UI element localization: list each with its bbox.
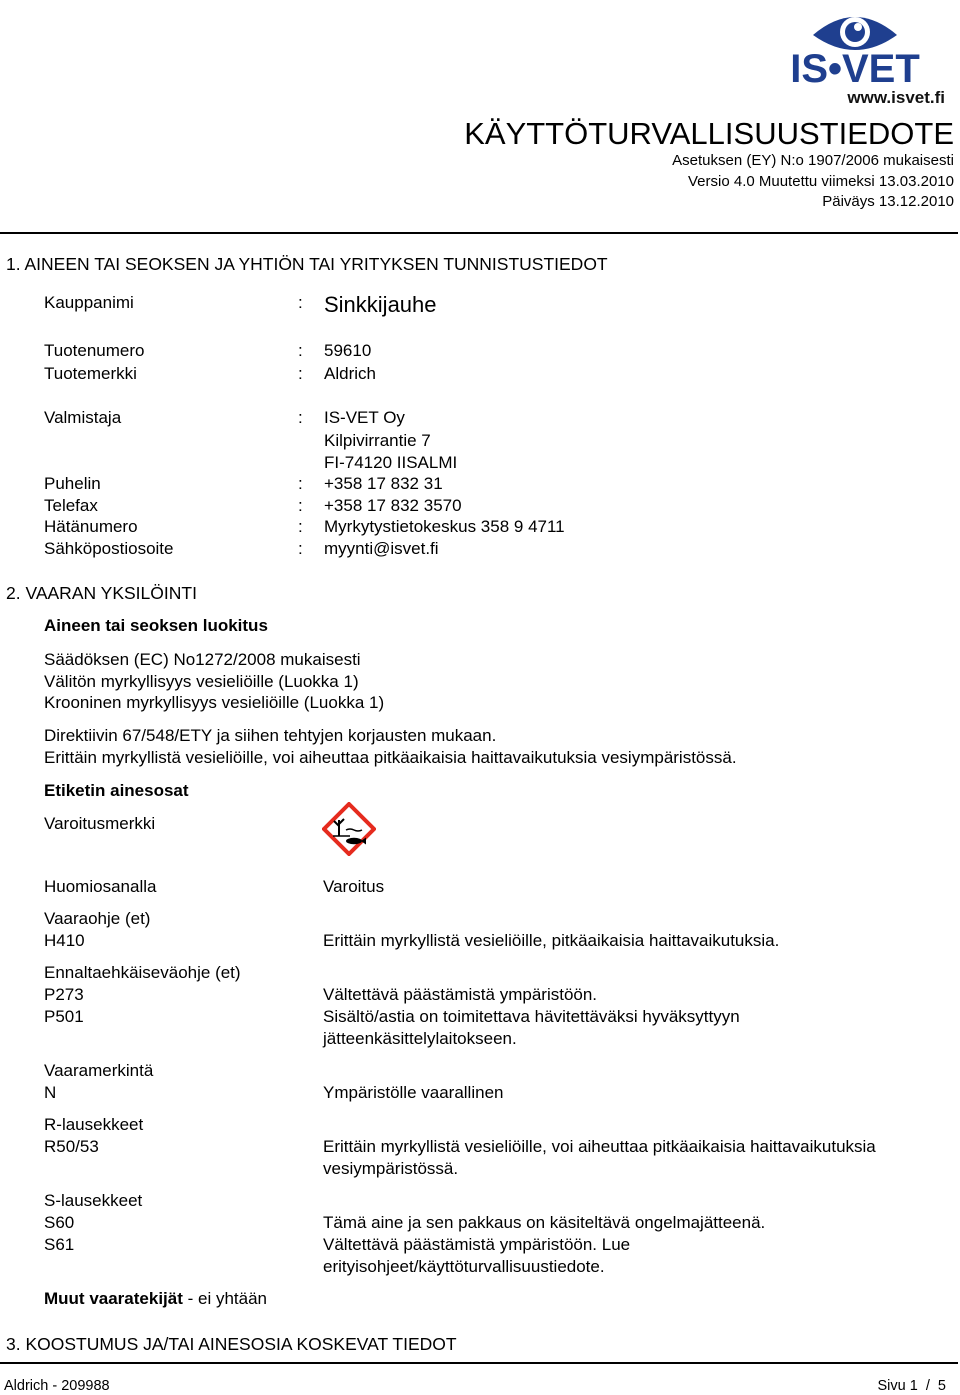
version-info: Versio 4.0 Muutettu viimeksi 13.03.2010 — [688, 173, 954, 190]
colon: : — [298, 496, 303, 515]
p273-code: P273 — [44, 985, 84, 1004]
other-hazards-label: Muut vaaratekijät — [44, 1289, 183, 1308]
r-phrases-label: R-lausekkeet — [44, 1115, 144, 1134]
directive-line: Direktiivin 67/548/ETY ja siihen tehtyjen korjausten mukaan. — [44, 726, 497, 745]
classification-chronic: Krooninen myrkyllisyys vesieliöille (Luokka 1) — [44, 693, 385, 712]
pictogram-label: Varoitusmerkki — [44, 814, 156, 833]
manufacturer-street: Kilpivirrantie 7 — [324, 431, 431, 450]
section-divider — [0, 232, 958, 234]
isvet-logo — [755, 5, 953, 105]
product-number-value: 59610 — [324, 341, 372, 360]
precautionary-label: Ennaltaehkäiseväohje (et) — [44, 963, 241, 982]
directive-effect: Erittäin myrkyllistä vesieliöille, voi aiheuttaa pitkäaikaisia haittavaikutuksia vesiympäristössä. — [44, 748, 737, 767]
h410-code: H410 — [44, 931, 85, 950]
signal-word-label: Huomiosanalla — [44, 877, 157, 896]
p501-text-continued: jätteenkäsittelylaitokseen. — [323, 1029, 517, 1048]
r-code: R50/53 — [44, 1137, 99, 1156]
document-title: KÄYTTÖTURVALLISUUSTIEDOTE — [464, 116, 954, 151]
phone-label: Puhelin — [44, 474, 101, 493]
colon: : — [298, 539, 303, 558]
manufacturer-label: Valmistaja — [44, 408, 122, 427]
email-value[interactable]: myynti@isvet.fi — [324, 539, 439, 558]
h410-text: Erittäin myrkyllistä vesieliöille, pitkäaikaisia haittavaikutuksia. — [323, 931, 780, 950]
colon: : — [298, 293, 303, 312]
hazard-symbol-code: N — [44, 1083, 57, 1102]
fax-value: +358 17 832 3570 — [324, 496, 462, 515]
fax-label: Telefax — [44, 496, 98, 515]
email-label: Sähköpostiosoite — [44, 539, 174, 558]
s61-text: Vältettävä päästämistä ympäristöön. Lue — [323, 1235, 631, 1254]
section-1-title: 1. AINEEN TAI SEOKSEN JA YHTIÖN TAI YRITYKSEN TUNNISTUSTIEDOT — [6, 254, 608, 274]
ghs09-environment-icon — [322, 802, 376, 856]
logo-url: www.isvet.fi — [847, 88, 945, 105]
p273-text: Vältettävä päästämistä ympäristöön. — [323, 985, 598, 1004]
regulation-reference: Asetuksen (EY) N:o 1907/2006 mukaisesti — [672, 152, 954, 169]
page-number: Sivu 1 / 5 — [877, 1378, 946, 1394]
footer-product-ref: Aldrich - 209988 — [4, 1378, 110, 1394]
manufacturer-city: FI-74120 IISALMI — [324, 453, 458, 472]
s-phrases-label: S-lausekkeet — [44, 1191, 143, 1210]
classification-heading: Aineen tai seoksen luokitus — [44, 616, 268, 635]
brand-value: Aldrich — [324, 364, 376, 383]
emergency-label: Hätänumero — [44, 517, 138, 536]
r-text-continued: vesiympäristössä. — [323, 1159, 459, 1178]
hazard-symbol-text: Ympäristölle vaarallinen — [323, 1083, 504, 1102]
trade-name-value: Sinkkijauhe — [324, 292, 437, 317]
signal-word-value: Varoitus — [323, 877, 385, 896]
footer-divider — [0, 1362, 958, 1364]
hazard-statements-label: Vaaraohje (et) — [44, 909, 151, 928]
hazard-symbol-label: Vaaramerkintä — [44, 1061, 154, 1080]
brand-label: Tuotemerkki — [44, 364, 137, 383]
colon: : — [298, 517, 303, 536]
p501-text: Sisältö/astia on toimitettava hävitettäväksi hyväksyttyyn — [323, 1007, 740, 1026]
s61-code: S61 — [44, 1235, 75, 1254]
other-hazards-value: - ei yhtään — [182, 1289, 267, 1308]
section-2-title: 2. VAARAN YKSILÖINTI — [6, 583, 197, 603]
issue-date: Päiväys 13.12.2010 — [822, 193, 954, 210]
manufacturer-name: IS-VET Oy — [324, 408, 405, 427]
r-text: Erittäin myrkyllistä vesieliöille, voi aiheuttaa pitkäaikaisia haittavaikutuksia — [323, 1137, 876, 1156]
colon: : — [298, 408, 303, 427]
logo-wordmark: IS•VET — [790, 47, 920, 91]
regulation-line: Säädöksen (EC) No1272/2008 mukaisesti — [44, 650, 361, 669]
s60-code: S60 — [44, 1213, 75, 1232]
colon: : — [298, 341, 303, 360]
phone-value: +358 17 832 31 — [324, 474, 443, 493]
section-3-title: 3. KOOSTUMUS JA/TAI AINESOSIA KOSKEVAT TIEDOT — [6, 1334, 457, 1354]
s60-text: Tämä aine ja sen pakkaus on käsiteltävä ongelmajätteenä. — [323, 1213, 766, 1232]
colon: : — [298, 474, 303, 493]
classification-acute: Välitön myrkyllisyys vesieliöille (Luokka 1) — [44, 672, 359, 691]
product-number-label: Tuotenumero — [44, 341, 145, 360]
label-elements-heading: Etiketin ainesosat — [44, 781, 189, 800]
emergency-value: Myrkytystietokeskus 358 9 4711 — [324, 517, 565, 536]
colon: : — [298, 364, 303, 383]
s61-text-continued: erityisohjeet/käyttöturvallisuustiedote. — [323, 1257, 605, 1276]
other-hazards — [44, 1289, 267, 1309]
trade-name-label: Kauppanimi — [44, 293, 134, 312]
p501-code: P501 — [44, 1007, 84, 1026]
